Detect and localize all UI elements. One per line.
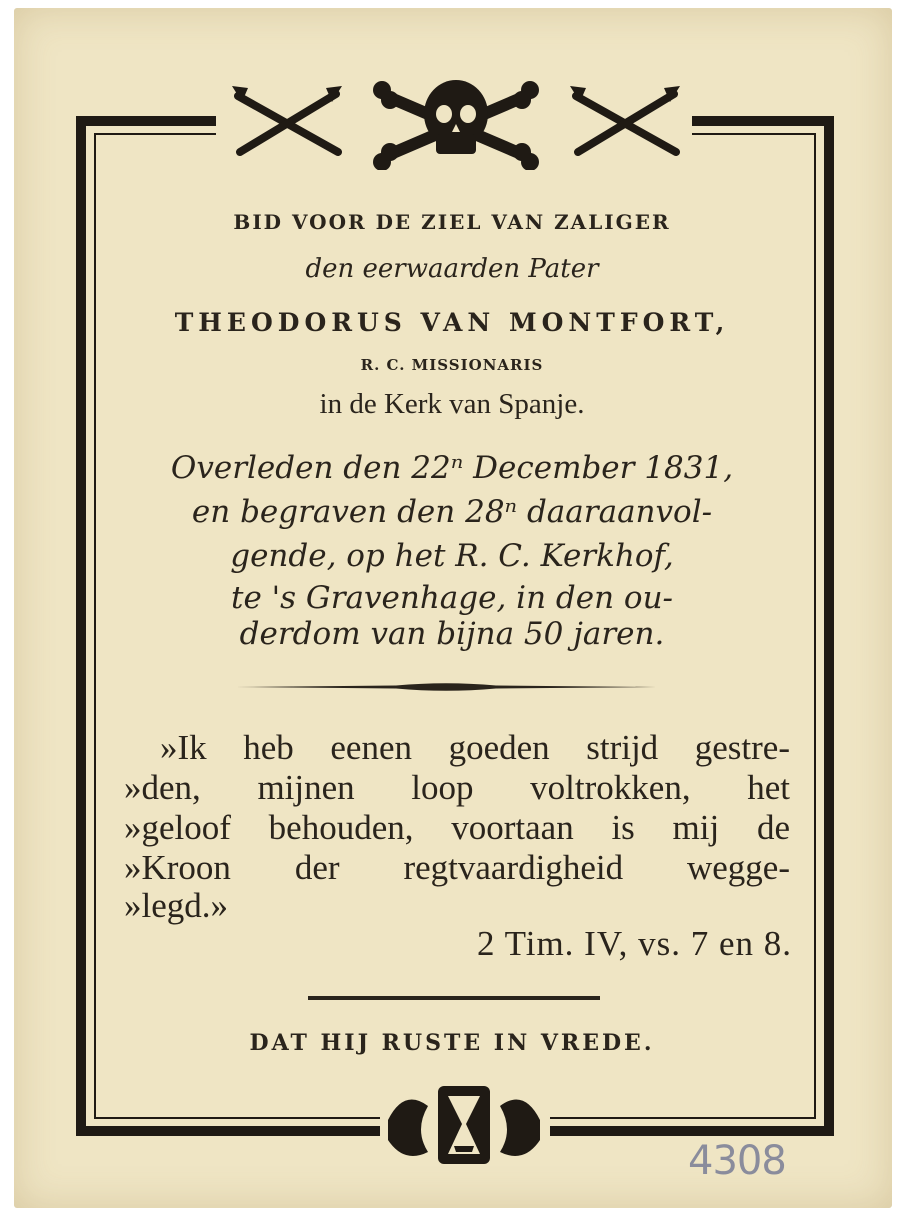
quote-line-1: »Ik heb eenen goeden strijd gestre- [160, 728, 790, 767]
quote-line-4: »Kroon der regtvaardigheid wegge- [124, 848, 790, 887]
hourglass-ornament-icon [384, 1080, 544, 1170]
catalog-number: 4308 [688, 1138, 786, 1184]
honorific-line: den eerwaarden Pater [305, 254, 599, 284]
quote-line-2: »den, mijnen loop voltrokken, het [124, 768, 790, 807]
death-line-3: gende, op het R. C. Kerkhof, [230, 538, 674, 574]
closing-rule [308, 996, 600, 1000]
skull-and-crossbones-icon [370, 74, 542, 170]
death-line-1: Overleden den 22ⁿ December 1831, [170, 450, 734, 486]
scripture-citation: 2 Tim. IV, vs. 7 en 8. [476, 924, 792, 963]
prayer-heading: BID VOOR DE ZIEL VAN ZALIGER [233, 210, 671, 234]
crossed-torches-right-icon [566, 82, 684, 162]
deceased-name: THEODORUS VAN MONTFORT, [174, 308, 730, 337]
death-line-4: te 's Gravenhage, in den ou- [230, 580, 674, 616]
death-line-2: en begraven den 28ⁿ daaraanvol- [191, 494, 713, 530]
deceased-title: R. C. MISSIONARIS [360, 356, 544, 374]
church-place: in de Kerk van Spanje. [319, 388, 585, 420]
death-line-5: derdom van bijna 50 jaren. [239, 616, 665, 652]
quote-line-3: »geloof behouden, voortaan is mij de [124, 808, 790, 847]
crossed-torches-left-icon [228, 82, 346, 162]
ornamental-divider [236, 680, 656, 694]
quote-line-5: »legd.» [124, 886, 229, 925]
closing-blessing: DAT HIJ RUSTE IN VREDE. [249, 1030, 655, 1056]
